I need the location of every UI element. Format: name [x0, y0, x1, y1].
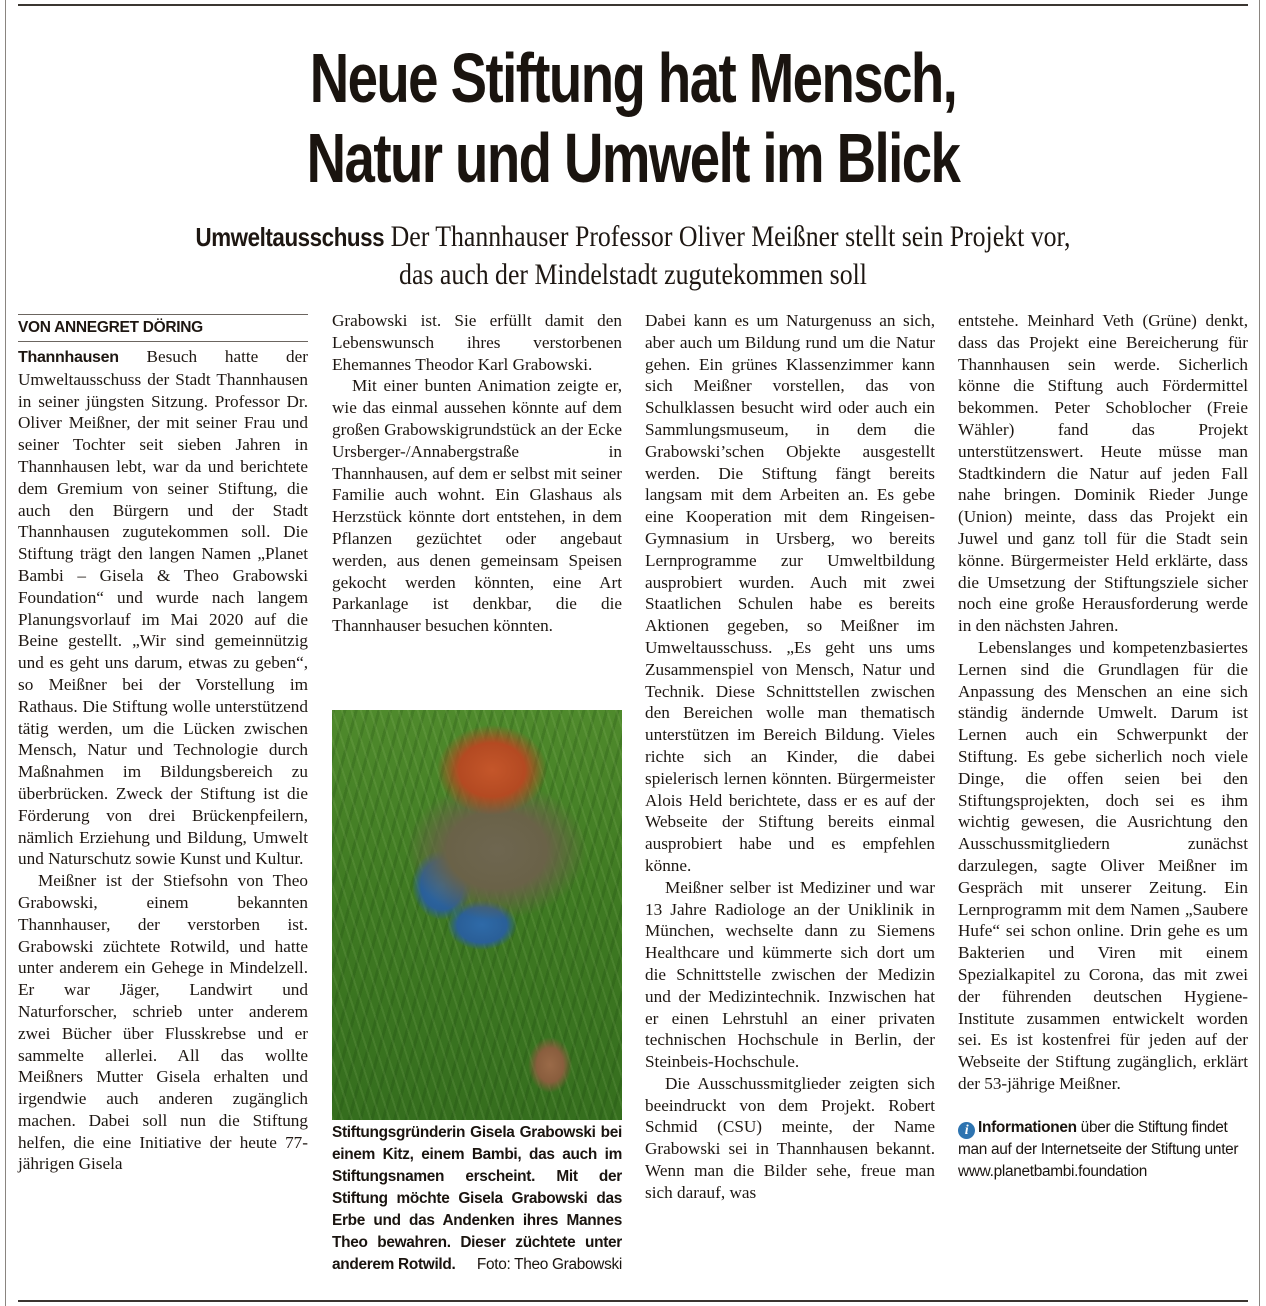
- article-column-2: [332, 310, 622, 637]
- info-box: [958, 1117, 1248, 1183]
- paragraph-5: Meißner selber ist Mediziner und war 13 Jahre Radiologe an der Uniklinik in München, wechselte dann zu Siemens Healthcare und kümmerte sich dort um die Schnittstelle zwischen der Medizin und der Medizintechnik. Inzwischen hat er einen Lehrstuhl an einer privaten technischen Hochschule in Berlin, der Steinbeis-Hochschule.: [645, 877, 935, 1072]
- paragraph-6: Die Ausschussmitglieder zeigten sich beeindruckt von dem Projekt. Robert Schmid (CSU) meinte, der Name Grabowski sei in Thannhausen bekannt. Wenn man die Bilder sehe, freue man sich darauf, was: [645, 1073, 935, 1202]
- info-text[interactable]: über die Stiftung findet man auf der Internetseite der Stiftung unter www.planetbambi.foundation: [958, 1118, 1239, 1180]
- paragraph-3: Mit einer bunten Animation zeigte er, wie das einmal aussehen könnte auf dem großen Grabowskigrundstück an der Ecke Ursberger-/Annabergstraße in Thannhausen, auf dem er selbst mit seiner Familie auch wohnt. Ein Glashaus als Herzstück könnte dort entstehen, in dem Pflanzen gezüchtet oder angebaut werden, aus denen gemeinsam Speisen gekocht werden könnten, eine Art Parkanlage ist denkbar, die die Thannhauser besuchen könnten.: [332, 376, 622, 636]
- subheadline: [89, 218, 1178, 293]
- paragraph-2: Meißner ist der Stiefsohn von Theo Grabowski, einem bekannten Thannhauser, der verstorben ist. Grabowski züchtete Rotwild, und hatte unter anderem ein Gehege in Mindelzell. Er war Jäger, Landwirt und Naturforscher, schrieb unter anderem zwei Bücher über Flusskrebse und er sammelte allerlei. All das wollte Meißners Mutter Gisela erhalten und irgendwie auch anderen zugänglich machen. Dabei soll nun die Stiftung helfen, die eine Initiative der heute 77-jährigen Gisela: [18, 871, 308, 1174]
- subhead-line-1: Der Thannhauser Professor Oliver Meißner stellt sein Projekt vor,: [384, 220, 1071, 253]
- page-right-border: [1259, 0, 1260, 1306]
- dateline: Thannhausen: [18, 349, 119, 366]
- caption-text: Stiftungsgründerin Gisela Grabowski bei einem Kitz, einem Bambi, das auch im Stiftungsnamen erscheint. Mit der Stiftung möchte Gisela Grabowski das Erbe und das Andenken ihres Mannes Theo bewahren. Dieser züchtete unter anderem Rotwild.: [332, 1124, 622, 1273]
- paragraph-1: [18, 346, 308, 870]
- byline: VON ANNEGRET DÖRING: [18, 314, 308, 342]
- paragraph-1-text: Besuch hatte der Umweltausschuss der Stadt Thannhausen in seiner jüngsten Sitzung. Professor Dr. Oliver Meißner, der mit seiner Frau und seiner Tochter seit sieben Jahren in Thannhausen lebt, war da und berichtete dem Gremium von seiner Stiftung, die auch den Bürgern und der Stadt Thannhausen zugutekommen soll. Die Stiftung trägt den langen Namen „Planet Bambi – Gisela & Theo Grabowski Foundation“ und wurde nach langem Planungsvorlauf im Mai 2020 auf die Beine gestellt. „Wir sind gemeinnützig und es geht uns darum, etwas zu geben“, so Meißner bei der Vorstellung im Rathaus. Die Stiftung wolle unterstützend tätig werden, um die Lücken zwischen Mensch, Natur und Technologie durch Maßnahmen im Bildungsbereich zu überbrücken. Zweck der Stiftung ist die Förderung von drei Brückenpfeilern, nämlich Erziehung und Bildung, Umwelt und Naturschutz sowie Kunst und Kultur.: [18, 347, 308, 869]
- headline-line-2: Natur und Umwelt im Blick: [306, 119, 960, 197]
- photo-credit: Foto: Theo Grabowski: [476, 1256, 622, 1273]
- subhead-line-2: das auch der Mindelstadt zugutekommen soll: [399, 258, 867, 291]
- paragraph-2-continued: Grabowski ist. Sie erfüllt damit den Lebenswunsch ihres verstorbenen Ehemannes Theodor Karl Grabowski.: [332, 311, 622, 374]
- photo-caption: [332, 1122, 622, 1276]
- info-icon: i: [958, 1122, 975, 1139]
- paragraph-7: Lebenslanges und kompetenzbasiertes Lernen sind die Grundlagen für die Anpassung des Menschen an eine sich ständig ändernde Umwelt. Darum ist Lernen auch ein Schwerpunkt der Stiftung. Es gebe sicherlich noch viele Dinge, die offen seien bei den Stiftungsprojekten, doch sei es ihm wichtig gewesen, die Ausrichtung den Ausschussmitgliedern zunächst darzulegen, sagte Oliver Meißner im Gespräch mit unserer Zeitung. Ein Lernprogramm mit dem Namen „Saubere Hufe“ sei schon online. Drin gehe es um Bakterien und Viren mit einem Spezialkapitel zu Corona, das mit zwei der führenden deutschen Hygiene-Institute zusammen entwickelt worden sei. Es ist kostenfrei für jeden auf der Webseite der Stiftung zugänglich, erklärt der 53-jährige Meißner.: [958, 637, 1248, 1093]
- article-column-3: [645, 310, 935, 1204]
- top-rule: [18, 4, 1248, 6]
- headline: [139, 38, 1126, 198]
- bottom-rule: [18, 1300, 1248, 1302]
- article-column-1: [18, 310, 308, 1175]
- info-title: Informationen: [978, 1118, 1077, 1136]
- article-column-4: [958, 310, 1248, 1183]
- photo-gisela-grabowski-with-fawn: [332, 710, 622, 1120]
- page-left-border: [5, 0, 6, 1306]
- headline-line-1: Neue Stiftung hat Mensch,: [309, 39, 957, 117]
- paragraph-4: Dabei kann es um Naturgenuss an sich, aber auch um Bildung rund um die Natur gehen. Ein grünes Klassenzimmer kann sich Meißner vorstellen, das von Schulklassen besucht wird oder auch ein Sammlungsmuseum, in dem die Grabowski’schen Objekte ausgestellt werden. Die Stiftung fängt bereits langsam mit dem Arbeiten an. Es gebe eine Kooperation mit dem Ringeisen-Gymnasium in Ursberg, wo bereits Lernprogramme zur Umweltbildung ausprobiert wurden. Auch mit zwei Staatlichen Schulen habe es bereits Aktionen gegeben, so Meißner im Umweltausschuss. „Es geht uns ums Zusammenspiel von Mensch, Natur und Technik. Diese Schnittstellen zwischen den Bereichen wolle man thematisch unterstützen im Bereich Bildung. Vieles richte sich an Kinder, die dabei spielerisch lernen könnten. Bürgermeister Alois Held berichtete, dass er es auf der Webseite der Stiftung bereits einmal ausprobiert habe und es empfehlen könne.: [645, 311, 935, 875]
- paragraph-6-continued: entstehe. Meinhard Veth (Grüne) denkt, dass das Projekt eine Bereicherung für Thannhausen sein werde. Sicherlich könne die Stiftung auch Fördermittel bekommen. Peter Schoblocher (Freie Wähler) fand das Projekt unterstützenswert. Heute müsse man Stadtkindern die Natur auf jeden Fall nahe bringen. Dominik Rieder Junge (Union) meinte, dass das Projekt ein Juwel und ganz toll für die Stadt sein könne. Bürgermeister Held erklärte, dass die Umsetzung der Stiftungsziele sicher noch eine große Herausforderung werde in den nächsten Jahren.: [958, 311, 1248, 636]
- kicker: Umweltausschuss: [195, 222, 385, 252]
